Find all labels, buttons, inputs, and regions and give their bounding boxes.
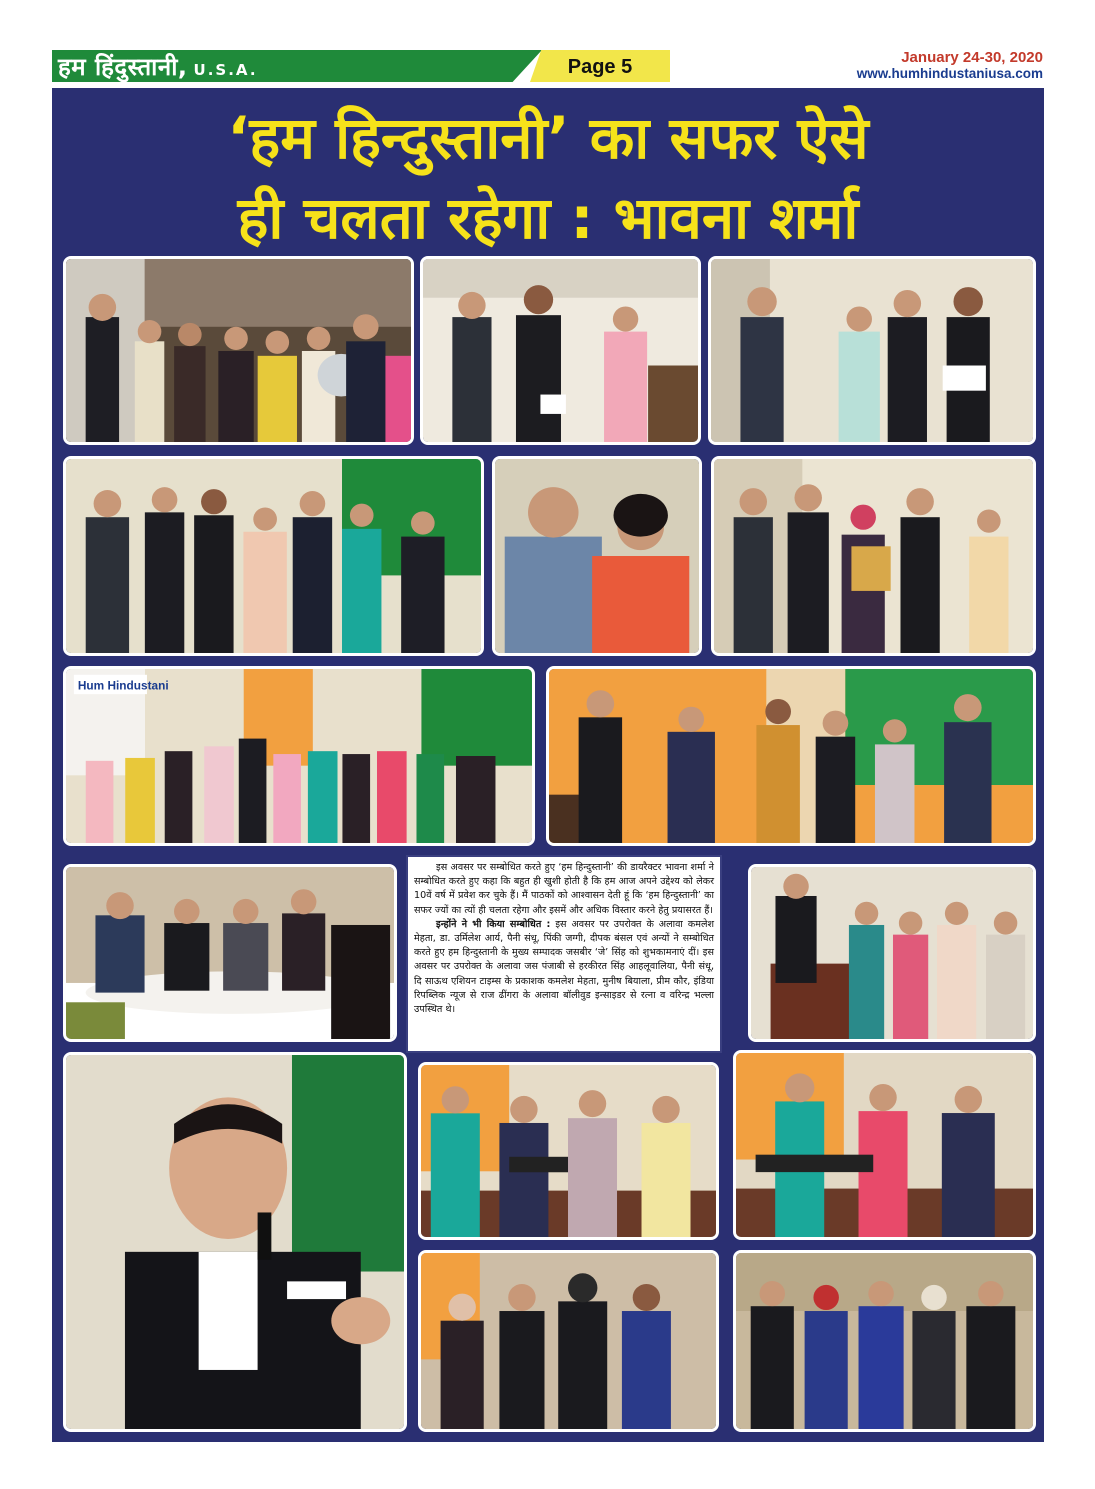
issue-date: January 24-30, 2020 xyxy=(901,49,1043,66)
certificates-podium-photo xyxy=(546,666,1036,846)
page-number: Page 5 xyxy=(567,56,633,78)
article-paragraph-2-body: इस अवसर पर उपरोक्त के अलावा कमलेश मेहता, डा. उर्मिलेश आर्य, पैनी संधू, पिंकी जग्गी, दीपक बंसल एवं अन्यों ने सम्बोधित करते हुए हम हिन्दुस्तानी के मुख्य सम्पादक जसबीर ‘जे’ सिंह को शुभकामनाएं दीं। इस अवसर पर उपरोक्त के अलावा जस पंजाबी से हरकीरत सिंह आहलूवालिया, पैनी संधू, दि साऊथ एशियन टाइम्स के प्रकाशक कमलेश मेहता, मुनीष बियाला, प्रीम कौर, इंडिया रिपब्लिक न्यूज से राज ढींगरा के अलावा बॉलीवुड इन्साइडर से रत्ना व वरिन्द्र भल्ला उपस्थित थे। xyxy=(414,918,714,1016)
main-speaker-closeup-photo xyxy=(63,1052,407,1432)
article-subhead: इन्होंने ने भी किया सम्बोधित : xyxy=(436,918,551,930)
masthead-title xyxy=(58,50,258,82)
headline xyxy=(52,98,1044,258)
honorees-lineup-photo xyxy=(63,456,484,656)
inset-newspaper-title: Hum Hindustani xyxy=(77,679,169,693)
certificate-handover-photo xyxy=(708,256,1036,445)
website-link[interactable]: www.humhindustaniusa.com xyxy=(856,66,1043,81)
speaker-with-microphone-photo xyxy=(420,256,701,445)
podium-speech-photo xyxy=(748,864,1036,1042)
gentlemen-group-photo xyxy=(733,1250,1036,1432)
women-honorees-stage-photo xyxy=(63,666,535,846)
award-presentation-group-photo xyxy=(63,256,414,445)
singer-at-mic-photo xyxy=(733,1050,1036,1240)
book-presentation-photo xyxy=(711,456,1036,656)
guests-group-photo xyxy=(418,1250,719,1432)
article-paragraph-1: इस अवसर पर सम्बोधित करते हुए ‘हम हिन्दुस्तानी’ की डायरैक्टर भावना शर्मा ने सम्बोधित करते हुए कहा कि बहुत ही खुशी होती है कि हम आज अपने उद्देश्य को लेकर 10वें वर्ष में प्रवेश कर चुके हैं। मैं पाठकों को आश्वासन देती हूं कि ‘हम हिन्दुस्तानी’ का सफर ज्यों का त्यों ही चलता रहेगा और इसमें और अधिक विस्तार करने हेतु प्रयासरत हैं। xyxy=(414,862,714,916)
article-paragraph-2 xyxy=(414,918,714,1017)
dinner-table-guests-photo xyxy=(63,864,397,1042)
masthead-suffix: U.S.A. xyxy=(193,61,258,79)
couple-portrait-photo xyxy=(492,456,702,656)
headline-line-1: ‘हम हिन्दुस्तानी’ का सफर ऐसे xyxy=(227,104,869,172)
ladies-at-mic-photo xyxy=(418,1062,719,1240)
masthead-name: हम हिंदुस्तानी, xyxy=(58,53,188,81)
headline-line-2: ही चलता रहेगा : भावना शर्मा xyxy=(237,184,859,252)
article-text-box xyxy=(406,855,722,1053)
